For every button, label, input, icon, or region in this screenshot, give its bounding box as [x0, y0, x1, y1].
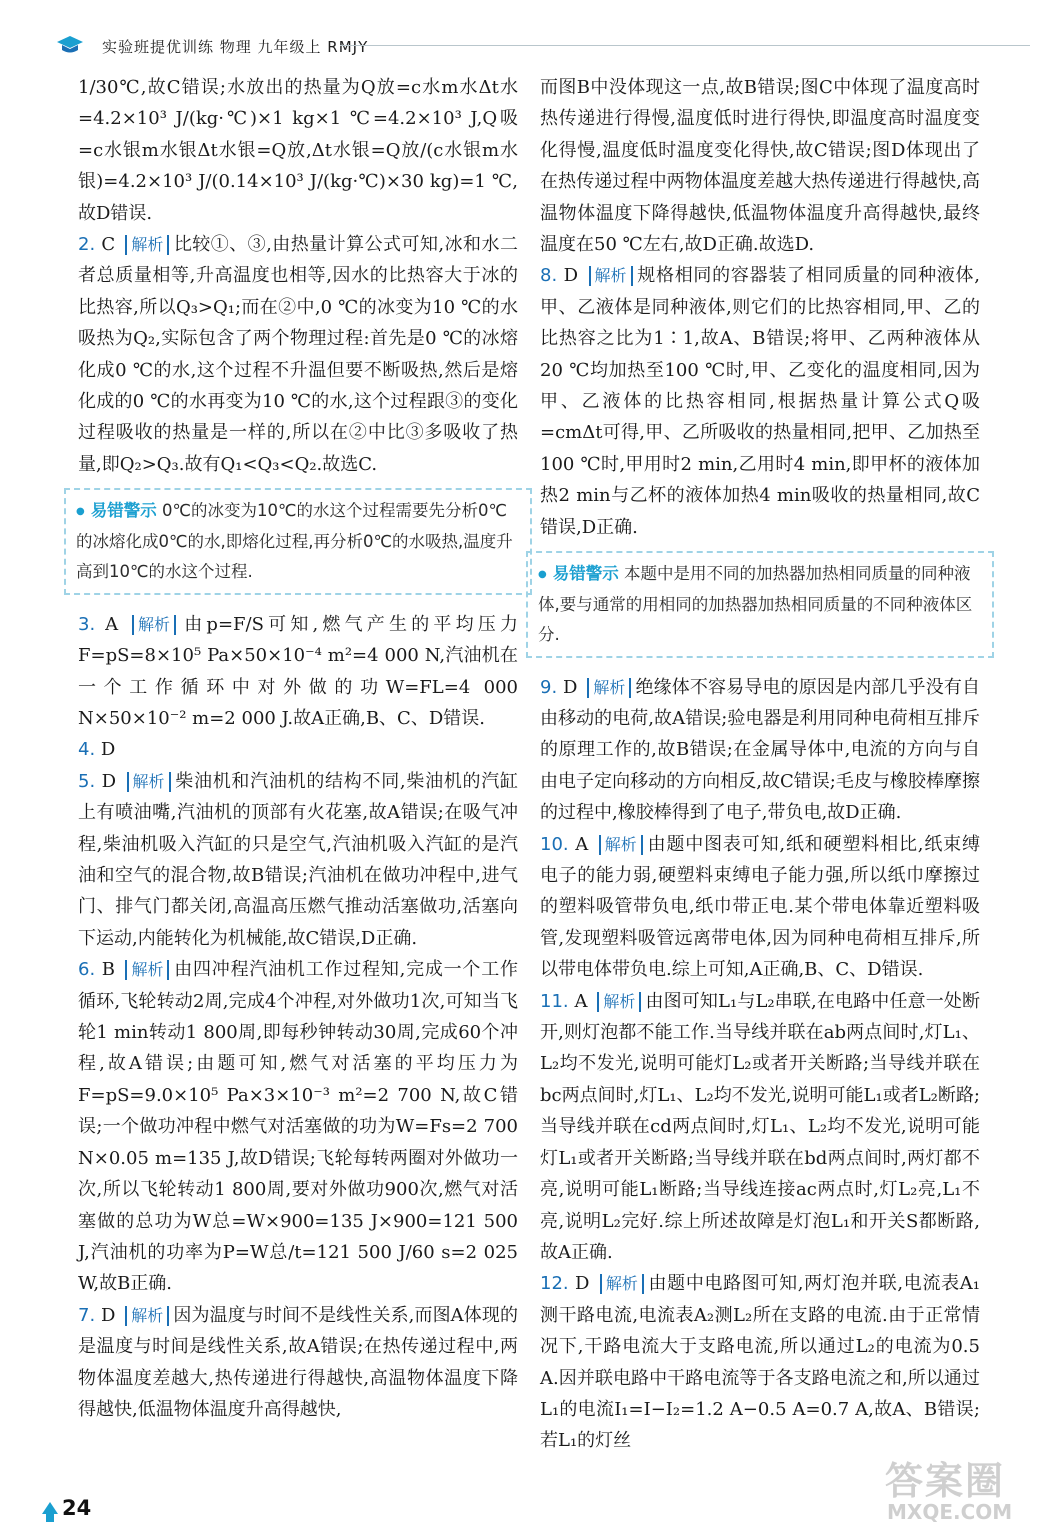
question-number: 2. — [78, 234, 96, 256]
analysis-tag: 解析 — [132, 615, 176, 635]
question-8 — [540, 260, 980, 543]
question-number: 6. — [78, 959, 96, 981]
answer-letter: D — [100, 739, 116, 761]
question-2 — [78, 229, 518, 480]
analysis-tag: 解析 — [127, 772, 171, 792]
analysis-text: 柴油机和汽油机的结构不同,柴油机的汽缸上有喷油嘴,汽油机的顶部有火花塞,故A错误;在吸气冲程,柴油机吸入汽缸的只是空气,汽油机吸入汽缸的是汽油和空气的混合物,故B错误;汽油机在做功冲程中,进气门、排气门都关闭,高温高压燃气推动活塞做功,活塞向下运动,内能转化为机械能,故C错误,D正确. — [78, 770, 518, 949]
header-rule — [340, 45, 1030, 46]
up-arrow-stem — [46, 1513, 54, 1522]
warning-text: 0℃的冰变为10℃的水这个过程需要先分析0℃的冰熔化成0℃的水,即熔化过程,再分析0℃的水吸热,温度升高到10℃的水这个过程. — [76, 501, 513, 581]
continuation-text: 而图B中没体现这一点,故B错误;图C中体现了温度高时热传递进行得慢,温度低时进行得快,即温度高时温度变化得慢,温度低时温度变化得快,故C错误;图D体现出了在热传递过程中两物体温度差越大热传递进行得越快,高温物体温度下降得越快,低温物体温度升高得越快,最终温度在50 ℃左右,故D正确.故选D. — [540, 77, 980, 256]
question-number: 11. — [540, 990, 569, 1012]
question-number: 8. — [540, 265, 558, 287]
header-title: 实验班提优训练 物理 九年级上 RMJY — [102, 38, 369, 56]
answer-letter: D — [575, 1273, 590, 1295]
question-number: 3. — [78, 613, 96, 635]
answer-letter: C — [101, 234, 116, 256]
analysis-tag: 解析 — [125, 235, 169, 255]
question-10 — [540, 829, 980, 986]
question-6 — [78, 954, 518, 1299]
warning-title: ● 易错警示 — [538, 564, 619, 583]
question-3 — [78, 609, 518, 735]
question-number: 12. — [540, 1273, 569, 1295]
question-number: 10. — [540, 833, 569, 855]
analysis-tag: 解析 — [125, 1306, 169, 1326]
question-12 — [540, 1268, 980, 1456]
right-column — [540, 72, 980, 1457]
analysis-text: 由题中图表可知,纸和硬塑料相比,纸束缚电子的能力弱,硬塑料束缚电子能力强,所以纸巾摩擦过的塑料吸管带负电,纸巾带正电.某个带电体靠近塑料吸管,发现塑料吸管远离带电体,因为同种电荷相互排斥,所以带电体带负电.综上可知,A正确,B、C、D错误. — [540, 833, 980, 981]
answer-letter: B — [101, 959, 115, 981]
page-number — [42, 1496, 102, 1526]
page-header — [40, 30, 1000, 64]
question-4 — [78, 734, 518, 765]
answer-letter: A — [574, 990, 588, 1012]
question-9 — [540, 672, 980, 829]
analysis-text: 比较①、③,由热量计算公式可知,冰和水二者总质量相等,升高温度也相等,因水的比热容大于冰的比热容,所以Q₃>Q₁;而在②中,0 ℃的冰变为10 ℃的水吸热为Q₂,实际包含了两个物理过程:首先是0 ℃的冰熔化成0 ℃的水,这个过程不升温但要不断吸热,然后是熔化成的0 ℃的水再变为10 ℃的水,这个过程跟③的变化过程吸收的热量是一样的,所以在②中比③多吸收了热量,即Q₂>Q₃.故有Q₁<Q₃<Q₂.故选C. — [78, 234, 518, 475]
analysis-tag: 解析 — [589, 266, 633, 286]
answer-letter: D — [563, 265, 579, 287]
analysis-text: 由图可知L₁与L₂串联,在电路中任意一处断开,则灯泡都不能工作.当导线并联在ab两点间时,灯L₁、L₂均不发光,说明可能灯L₂或者开关断路;当导线并联在bc两点间时,灯L₁、L₂均不发光,说明可能L₁或者L₂断路;当导线并联在cd两点间时,灯L₁、L₂均不发光,说明可能灯L₁或者开关断路;当导线并联在bd两点间时,两灯都不亮,说明可能L₁断路;当导线连接ac两点时,灯L₂亮,L₁不亮,说明L₂完好.综上所述故障是灯泡L₁和开关S都断路,故A正确. — [540, 990, 980, 1263]
analysis-tag: 解析 — [587, 678, 631, 698]
analysis-text: 由p=F/S可知,燃气产生的平均压力F=pS=8×10⁵ Pa×50×10⁻⁴ m²=4 000 N,汽油机在一个工作循环中对外做的功W=FL=4 000 N×50×10⁻² m=2 000 J.故A正确,B、C、D错误. — [78, 613, 518, 729]
answer-letter: D — [101, 1304, 116, 1326]
error-warning-box — [64, 488, 532, 595]
analysis-tag: 解析 — [597, 992, 641, 1012]
analysis-text: 由题中电路图可知,两灯泡并联,电流表A₁测干路电流,电流表A₂测L₂所在支路的电流.由于正常情况下,干路电流大于支路电流,所以通过L₂的电流为0.5 A.因并联电路中干路电流等于各支路电流之和,所以通过L₁的电流I₁=I−I₂=1.2 A−0.5 A=0.7 A,故A、B错误;若L₁的灯丝 — [540, 1273, 980, 1452]
watermark-top-text: 答案圈 — [885, 1459, 1006, 1503]
answer-letter: A — [105, 613, 119, 635]
graduation-cap-icon — [56, 34, 84, 56]
analysis-text: 规格相同的容器装了相同质量的同种液体,甲、乙液体是同种液体,则它们的比热容相同,甲、乙的比热容之比为1∶1,故A、B错误;将甲、乙两种液体从20 ℃均加热至100 ℃时,甲、乙变化的温度相同,因为甲、乙液体的比热容相同,根据热量计算公式Q吸=cmΔt可得,甲、乙所吸收的热量相同,把甲、乙加热至100 ℃时,甲用时2 min,乙用时4 min,即甲杯的液体加热2 min与乙杯的液体加热4 min吸收的热量相同,故C错误,D正确. — [540, 265, 980, 538]
answer-letter: D — [101, 770, 117, 792]
analysis-text: 由四冲程汽油机工作过程知,完成一个工作循环,飞轮转动2周,完成4个冲程,对外做功1次,可知当飞轮1 min转动1 800周,即每秒钟转动30周,完成60个冲程,故A错误;由题可知,燃气对活塞的平均压力为F=pS=9.0×10⁵ Pa×3×10⁻³ m²=2 700 N,故C错误;一个做功冲程中燃气对活塞做的功为W=Fs=2 700 N×0.05 m=135 J,故D错误;飞轮每转两圈对外做功一次,所以飞轮转动1 800周,要对外做功900次,燃气对活塞做的总功为W总=W×900=135 J×900=121 500 J,汽油机的功率为P=W总/t=121 500 J/60 s=2 025 W,故B正确. — [78, 959, 518, 1295]
question-number: 9. — [540, 676, 558, 698]
answer-letter: D — [563, 676, 578, 698]
watermark-logo — [875, 1450, 1035, 1530]
question-number: 7. — [78, 1304, 96, 1326]
question-5 — [78, 766, 518, 954]
question-11 — [540, 986, 980, 1269]
warning-title: ● 易错警示 — [76, 501, 157, 520]
answer-letter: A — [575, 833, 589, 855]
left-column — [78, 72, 518, 1425]
analysis-tag: 解析 — [600, 1274, 644, 1294]
continuation-text: 1/30℃,故C错误;水放出的热量为Q放=c水m水Δt水=4.2×10³ J/(kg·℃)×1 kg×1 ℃=4.2×10³ J,Q吸=c水银m水银Δt水银=Q放,Δt水银=Q放/(c水银m水银)=4.2×10³ J/(0.14×10³ J/(kg·℃)×30 kg)=1 ℃,故D错误. — [78, 77, 518, 224]
question-number: 4. — [78, 739, 96, 761]
analysis-tag: 解析 — [599, 835, 643, 855]
warning-text: 本题中是用不同的加热器加热相同质量的同种液体,要与通常的用相同的加热器加热相同质量的不同种液体区分. — [538, 564, 973, 644]
error-warning-box — [526, 551, 994, 658]
watermark-bottom-text: MXQE.COM — [887, 1500, 1013, 1524]
analysis-text: 因为温度与时间不是线性关系,而图A体现的是温度与时间是线性关系,故A错误;在热传递过程中,两物体温度差越大,热传递进行得越快,高温物体温度下降得越快,低温物体温度升高得越快, — [78, 1304, 518, 1420]
analysis-tag: 解析 — [125, 960, 169, 980]
question-7 — [78, 1300, 518, 1426]
analysis-text: 绝缘体不容易导电的原因是内部几乎没有自由移动的电荷,故A错误;验电器是利用同种电荷相互排斥的原理工作的,故B错误;在金属导体中,电流的方向与自由电子定向移动的方向相反,故C错误;毛皮与橡胶棒摩擦的过程中,橡胶棒得到了电子,带负电,故D正确. — [540, 676, 980, 824]
page-number-text: 24 — [62, 1496, 92, 1520]
question-number: 5. — [78, 770, 96, 792]
